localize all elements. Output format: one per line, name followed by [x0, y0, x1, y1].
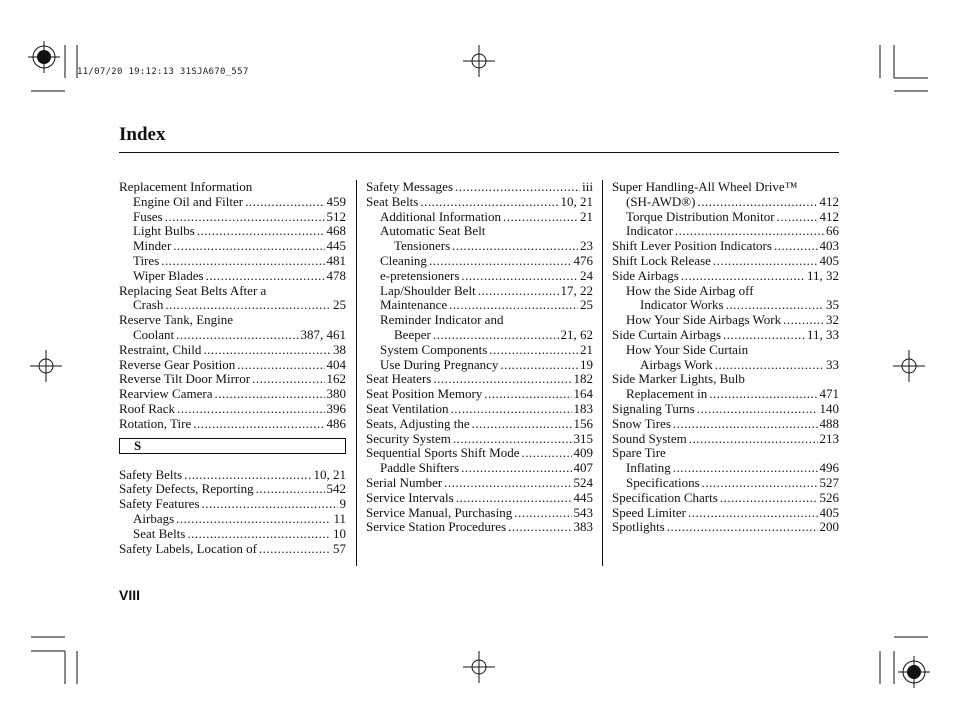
dot-leader [698, 195, 818, 210]
dot-leader [165, 210, 325, 225]
index-term: Seat Belts [366, 193, 419, 209]
index-entry [612, 417, 839, 432]
crosshair-icon [30, 350, 62, 382]
index-term: How Your Side Curtain [626, 341, 749, 357]
page-reference: 476 [573, 252, 593, 268]
dot-leader [709, 387, 817, 402]
index-term: Sequential Sports Shift Mode [366, 445, 520, 461]
index-entry [366, 328, 593, 343]
page-reference: 543 [573, 504, 593, 520]
index-term: Minder [133, 238, 172, 254]
page-reference: 10 [333, 525, 346, 541]
dot-leader [197, 224, 325, 239]
dot-leader [206, 269, 325, 284]
index-entry [366, 387, 593, 402]
title-rule [119, 152, 839, 153]
index-entry [119, 542, 346, 557]
index-term: Serial Number [366, 474, 443, 490]
crosshair-icon [463, 45, 495, 77]
index-column-1 [119, 180, 346, 556]
index-entry [119, 269, 346, 284]
index-entry [366, 180, 593, 195]
dot-leader [177, 402, 325, 417]
index-entry [119, 343, 346, 358]
crosshair-icon [463, 651, 495, 683]
dot-leader [456, 491, 572, 506]
crosshair-icon [893, 350, 925, 382]
dot-leader [203, 343, 331, 358]
index-entry [612, 239, 839, 254]
index-term: Airbags [133, 510, 175, 526]
dot-leader [461, 269, 578, 284]
index-entry [612, 446, 839, 461]
index-entry [366, 461, 593, 476]
index-term: Beeper [394, 326, 431, 342]
dot-leader [489, 343, 578, 358]
dot-leader [429, 254, 572, 269]
dot-leader [202, 497, 338, 512]
page-reference: 315 [573, 430, 593, 446]
column-divider [602, 180, 603, 566]
dot-leader [720, 491, 818, 506]
page-reference: 527 [819, 474, 839, 490]
page-reference: 380 [326, 386, 346, 402]
index-entry [366, 298, 593, 313]
page-reference: 25 [580, 297, 593, 313]
index-entry [119, 402, 346, 417]
index-term: Tensioners [394, 238, 451, 254]
index-entry [366, 224, 593, 239]
index-entry [366, 284, 593, 299]
index-entry [366, 269, 593, 284]
dot-leader [452, 239, 578, 254]
page-reference: 403 [819, 238, 839, 254]
page-reference: 66 [826, 223, 839, 239]
index-term: Seat Position Memory [366, 386, 483, 402]
dot-leader [245, 195, 324, 210]
dot-leader [455, 180, 580, 195]
index-entry [612, 432, 839, 447]
index-term: Paddle Shifters [380, 460, 460, 476]
dot-leader [472, 417, 572, 432]
page-reference: 19 [580, 356, 593, 372]
page-reference: 445 [326, 238, 346, 254]
dot-leader [688, 506, 817, 521]
dot-leader [673, 461, 818, 476]
index-term: Indicator [626, 223, 673, 239]
dot-leader [777, 210, 818, 225]
index-entry [612, 358, 839, 373]
index-entry [366, 343, 593, 358]
index-term: Replacing Seat Belts After a [119, 282, 267, 298]
index-entry [119, 195, 346, 210]
page-reference: 396 [326, 400, 346, 416]
index-term: Sound System [612, 430, 687, 446]
page-reference: 24 [580, 267, 593, 283]
page-reference: 23 [580, 238, 593, 254]
page-reference: 404 [326, 356, 346, 372]
index-entry [612, 461, 839, 476]
index-term: Crash [133, 297, 164, 313]
page-reference: 526 [819, 489, 839, 505]
index-term: (SH-AWD®) [626, 193, 696, 209]
dot-leader [774, 239, 818, 254]
index-entry [612, 269, 839, 284]
dot-leader [176, 328, 298, 343]
page-reference: 11, 32 [806, 267, 839, 283]
index-term: Light Bulbs [133, 223, 195, 239]
page-reference: 488 [819, 415, 839, 431]
index-entry [366, 195, 593, 210]
index-term: Maintenance [380, 297, 448, 313]
dot-leader [478, 284, 559, 299]
index-entry [612, 210, 839, 225]
page-reference: 10, 21 [560, 193, 593, 209]
index-entry [119, 387, 346, 402]
page-reference: 32 [826, 312, 839, 328]
dot-leader [444, 476, 571, 491]
dot-leader [503, 210, 578, 225]
index-column-2 [366, 180, 593, 535]
index-entry [119, 512, 346, 527]
page-reference: 156 [573, 415, 593, 431]
index-term: Speed Limiter [612, 504, 687, 520]
index-term: Tires [133, 252, 160, 268]
dot-leader [433, 328, 559, 343]
index-entry [366, 358, 593, 373]
page-reference: 407 [573, 460, 593, 476]
index-entry [366, 239, 593, 254]
index-term: Seat Belts [133, 525, 186, 541]
page-reference: 38 [333, 341, 346, 357]
page-reference: 468 [326, 223, 346, 239]
index-term: Service Intervals [366, 489, 454, 505]
dot-leader [252, 372, 324, 387]
page-reference: 542 [326, 481, 346, 497]
page-reference: 486 [326, 415, 346, 431]
page-reference: 9 [339, 496, 346, 512]
index-entry [612, 313, 839, 328]
page-reference: 412 [819, 193, 839, 209]
index-entry [366, 520, 593, 535]
index-term: Security System [366, 430, 451, 446]
dot-leader [256, 482, 325, 497]
index-entry [366, 313, 593, 328]
index-entry [119, 372, 346, 387]
page-reference: 164 [573, 386, 593, 402]
index-entry [366, 372, 593, 387]
index-term: Replacement in [626, 386, 708, 402]
index-entry [366, 476, 593, 491]
dot-leader [450, 402, 571, 417]
dot-leader [702, 476, 818, 491]
index-entry [612, 195, 839, 210]
page-reference: 459 [326, 193, 346, 209]
index-entry [612, 224, 839, 239]
page-reference: 524 [573, 474, 593, 490]
index-term: Rearview Camera [119, 386, 213, 402]
index-term: How the Side Airbag off [626, 282, 754, 298]
index-entry [612, 328, 839, 343]
dot-leader [187, 527, 331, 542]
dot-leader [673, 417, 818, 432]
index-entry [119, 180, 346, 195]
page-number: VIII [119, 587, 141, 603]
index-entry [119, 358, 346, 373]
dot-leader [449, 298, 578, 313]
index-entry [366, 402, 593, 417]
index-term: Seats, Adjusting the [366, 415, 470, 431]
index-term: Rotation, Tire [119, 415, 192, 431]
dot-leader [675, 224, 824, 239]
page-reference: 140 [819, 400, 839, 416]
index-term: e-pretensioners [380, 267, 460, 283]
page-reference: 445 [573, 489, 593, 505]
index-entry [366, 491, 593, 506]
index-entry [119, 210, 346, 225]
page-reference: 11, 33 [806, 326, 839, 342]
index-entry [612, 387, 839, 402]
page-reference: 17, 22 [560, 282, 593, 298]
dot-leader [193, 417, 324, 432]
dot-leader [521, 446, 571, 461]
page-reference: 57 [333, 540, 346, 556]
index-term: Super Handling-All Wheel Drive™ [612, 179, 798, 194]
page-reference: 481 [326, 252, 346, 268]
registration-mark-icon [28, 41, 60, 73]
index-entry [119, 224, 346, 239]
index-term: Safety Messages [366, 179, 454, 194]
page-reference: 383 [573, 519, 593, 535]
page-reference: 405 [819, 252, 839, 268]
dot-leader [508, 520, 571, 535]
index-term: Side Airbags [612, 267, 679, 283]
index-entry [366, 432, 593, 447]
page-reference: 405 [819, 504, 839, 520]
index-entry [119, 482, 346, 497]
index-term: Reverse Tilt Door Mirror [119, 371, 251, 387]
index-term: Specification Charts [612, 489, 718, 505]
column-divider [356, 180, 357, 566]
index-entry [119, 298, 346, 313]
dot-leader [667, 520, 818, 535]
page-title: Index [119, 124, 166, 145]
dot-leader [214, 387, 324, 402]
print-slug: 11/07/20 19:12:13 31SJA670_557 [77, 67, 249, 77]
index-term: Safety Defects, Reporting [119, 481, 254, 497]
page-reference: 21, 62 [560, 326, 593, 342]
page-reference: 21 [580, 341, 593, 357]
index-entry [612, 372, 839, 387]
index-term: Cleaning [380, 252, 427, 268]
index-term: Airbags Work [640, 356, 713, 372]
page-reference: 33 [826, 356, 839, 372]
index-entry [366, 506, 593, 521]
index-term: Indicator Works [640, 297, 724, 313]
page-reference: 11 [333, 510, 346, 526]
index-term: Reserve Tank, Engine [119, 312, 234, 328]
index-entry [612, 402, 839, 417]
page-reference: 387, 461 [300, 326, 346, 342]
index-term: Automatic Seat Belt [380, 223, 486, 239]
index-term: Safety Features [119, 496, 200, 512]
page-reference: 10, 21 [313, 466, 346, 482]
dot-leader [697, 402, 818, 417]
dot-leader [484, 387, 571, 402]
page-reference: 183 [573, 400, 593, 416]
dot-leader [184, 468, 311, 483]
index-column-3 [612, 180, 839, 535]
index-entry [119, 239, 346, 254]
dot-leader [453, 432, 572, 447]
index-entry [612, 506, 839, 521]
index-term: Spotlights [612, 519, 665, 535]
page-reference: 35 [826, 297, 839, 313]
index-term: Side Marker Lights, Bulb [612, 371, 745, 387]
page-reference: 182 [573, 371, 593, 387]
page-reference: 412 [819, 208, 839, 224]
index-entry [612, 298, 839, 313]
index-term: Side Curtain Airbags [612, 326, 722, 342]
page-reference: 25 [333, 297, 346, 313]
page-reference: 409 [573, 445, 593, 461]
index-term: Restraint, Child [119, 341, 202, 357]
index-entry [612, 180, 839, 195]
index-term: Lap/Shoulder Belt [380, 282, 476, 298]
page-reference: 512 [326, 208, 346, 224]
index-entry [119, 254, 346, 269]
index-entry [612, 343, 839, 358]
dot-leader [681, 269, 805, 284]
index-term: Engine Oil and Filter [133, 193, 244, 209]
registration-mark-icon [898, 656, 930, 688]
index-entry [612, 520, 839, 535]
page-reference: 200 [819, 519, 839, 535]
dot-leader [715, 358, 824, 373]
dot-leader [726, 298, 824, 313]
index-entry [119, 527, 346, 542]
index-term: Coolant [133, 326, 175, 342]
index-term: Service Station Procedures [366, 519, 507, 535]
dot-leader [161, 254, 324, 269]
index-term: Specifications [626, 474, 700, 490]
section-letter-box: S [119, 438, 346, 454]
index-entry [366, 417, 593, 432]
dot-leader [723, 328, 805, 343]
index-term: Seat Heaters [366, 371, 432, 387]
index-term: Wiper Blades [133, 267, 204, 283]
dot-leader [259, 542, 331, 557]
index-entry [612, 254, 839, 269]
index-entry [119, 313, 346, 328]
index-entry [612, 284, 839, 299]
index-entry [612, 476, 839, 491]
index-term: Snow Tires [612, 415, 671, 431]
page-reference: 478 [326, 267, 346, 283]
index-term: Additional Information [380, 208, 501, 224]
index-term: System Components [380, 341, 488, 357]
dot-leader [173, 239, 324, 254]
index-entry [119, 497, 346, 512]
dot-leader [514, 506, 571, 521]
index-term: Safety Labels, Location of [119, 540, 257, 556]
page-reference: 162 [326, 371, 346, 387]
page-reference: 471 [819, 386, 839, 402]
index-term: Reminder Indicator and [380, 312, 504, 328]
index-entry [366, 254, 593, 269]
dot-leader [461, 461, 571, 476]
dot-leader [165, 298, 331, 313]
index-term: Shift Lock Release [612, 252, 711, 268]
index-term: Safety Belts [119, 466, 183, 482]
dot-leader [237, 358, 324, 373]
index-entry [366, 446, 593, 461]
index-term: Service Manual, Purchasing [366, 504, 513, 520]
index-term: Shift Lever Position Indicators [612, 238, 772, 254]
index-term: Replacement Information [119, 179, 253, 194]
index-term: Roof Rack [119, 400, 175, 416]
dot-leader [713, 254, 818, 269]
index-term: Reverse Gear Position [119, 356, 236, 372]
index-entry [366, 210, 593, 225]
index-entry [119, 417, 346, 432]
index-term: Torque Distribution Monitor [626, 208, 775, 224]
index-term: How Your Side Airbags Work [626, 312, 782, 328]
dot-leader [433, 372, 571, 387]
index-term: Inflating [626, 460, 671, 476]
index-entry [119, 284, 346, 299]
page-reference: 496 [819, 460, 839, 476]
page-reference: 21 [580, 208, 593, 224]
index-entry [612, 491, 839, 506]
page-reference: 213 [819, 430, 839, 446]
index-entry [119, 468, 346, 483]
index-term: Use During Pregnancy [380, 356, 499, 372]
index-entry [119, 328, 346, 343]
index-term: Spare Tire [612, 445, 666, 461]
dot-leader [689, 432, 818, 447]
index-term: Seat Ventilation [366, 400, 449, 416]
dot-leader [176, 512, 331, 527]
index-term: Fuses [133, 208, 163, 224]
page-reference: iii [582, 179, 593, 194]
dot-leader [783, 313, 824, 328]
index-term: Signaling Turns [612, 400, 695, 416]
dot-leader [420, 195, 558, 210]
dot-leader [500, 358, 578, 373]
